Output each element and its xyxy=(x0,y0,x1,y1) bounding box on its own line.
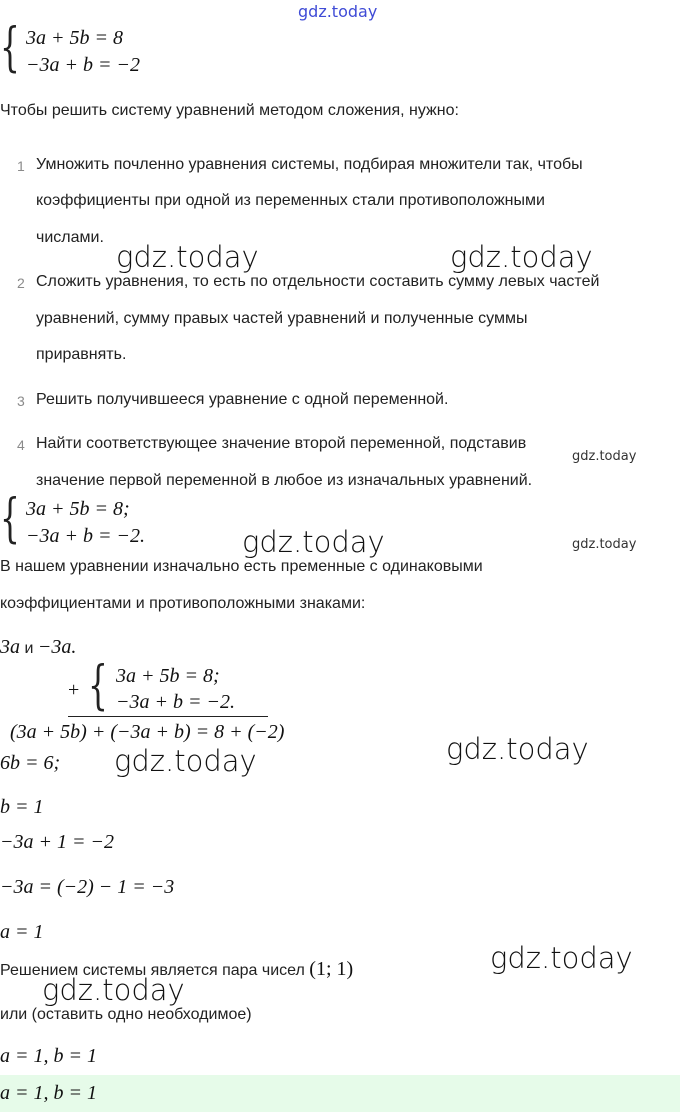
addition-eq2: −3a + b = −2. xyxy=(116,691,235,713)
system-brace: { xyxy=(88,656,108,716)
step-equation: −3a + 1 = −2 xyxy=(0,831,114,853)
step-text: Сложить уравнения, то есть по отдельности составить сумму левых частей xyxy=(36,273,600,290)
solution-line xyxy=(0,959,353,980)
watermark-top: gdz.today xyxy=(298,2,378,21)
watermark: gdz.today xyxy=(42,973,185,1007)
step-text: Умножить почленно уравнения системы, подбирая множители так, чтобы xyxy=(36,156,583,173)
step-text: Решить получившееся уравнение с одной переменной. xyxy=(36,391,449,408)
step-equation: −3a = (−2) − 1 = −3 xyxy=(0,876,175,898)
coef-a: 3a xyxy=(0,636,20,658)
coefficients-line xyxy=(0,637,76,658)
watermark: gdz.today xyxy=(450,240,593,274)
watermark: gdz.today xyxy=(446,732,589,766)
step-text: коэффициенты при одной из переменных стали противоположными xyxy=(36,192,545,209)
system-brace: { xyxy=(0,489,20,549)
solution-pair: (1; 1) xyxy=(309,958,354,980)
paragraph-text: В нашем уравнении изначально есть пременные с одинаковыми xyxy=(0,558,483,575)
step-number: 4 xyxy=(17,437,25,453)
system2-eq2: −3a + b = −2. xyxy=(26,525,145,547)
step-number: 3 xyxy=(17,393,25,409)
system1-eq1: 3a + 5b = 8 xyxy=(26,27,123,49)
step-number: 1 xyxy=(17,158,25,174)
watermark: gdz.today xyxy=(242,525,385,559)
step-equation: b = 1 xyxy=(0,796,44,818)
system2-eq1: 3a + 5b = 8; xyxy=(26,498,130,520)
sum-line xyxy=(68,716,268,717)
coef-word: и xyxy=(20,640,38,657)
step-text: числами. xyxy=(36,229,104,246)
system1-eq2: −3a + b = −2 xyxy=(26,54,140,76)
or-text: или (оставить одно необходимое) xyxy=(0,1006,252,1023)
watermark: gdz.today xyxy=(116,240,259,274)
solution-label: Решением системы является пара чисел xyxy=(0,962,310,979)
step-number: 2 xyxy=(17,275,25,291)
paragraph-text: коэффициентами и противоположными знаками: xyxy=(0,595,366,612)
step-text: уравнений, сумму правых частей уравнений и полученные суммы xyxy=(36,310,528,327)
step-text: Найти соответствующее значение второй переменной, подставив xyxy=(36,435,527,452)
step-text: значение первой переменной в любое из изначальных уравнений. xyxy=(36,472,533,489)
watermark: gdz.today xyxy=(490,941,633,975)
watermark-small: gdz.today xyxy=(572,537,637,552)
addition-eq1: 3a + 5b = 8; xyxy=(116,665,220,687)
step-equation: a = 1 xyxy=(0,921,44,943)
step-equation: 6b = 6; xyxy=(0,752,61,774)
plus-sign: + xyxy=(68,679,80,701)
coef-b: −3a. xyxy=(37,636,77,658)
intro-text: Чтобы решить систему уравнений методом сложения, нужно: xyxy=(0,102,459,119)
watermark-small: gdz.today xyxy=(572,449,637,464)
system-brace: { xyxy=(0,18,20,78)
step-text: приравнять. xyxy=(36,346,127,363)
answer-line: a = 1, b = 1 xyxy=(0,1045,97,1067)
highlighted-answer: a = 1, b = 1 xyxy=(0,1082,97,1104)
sum-equation: (3a + 5b) + (−3a + b) = 8 + (−2) xyxy=(10,721,285,743)
watermark: gdz.today xyxy=(114,744,257,778)
highlighted-answer-box xyxy=(0,1075,680,1112)
